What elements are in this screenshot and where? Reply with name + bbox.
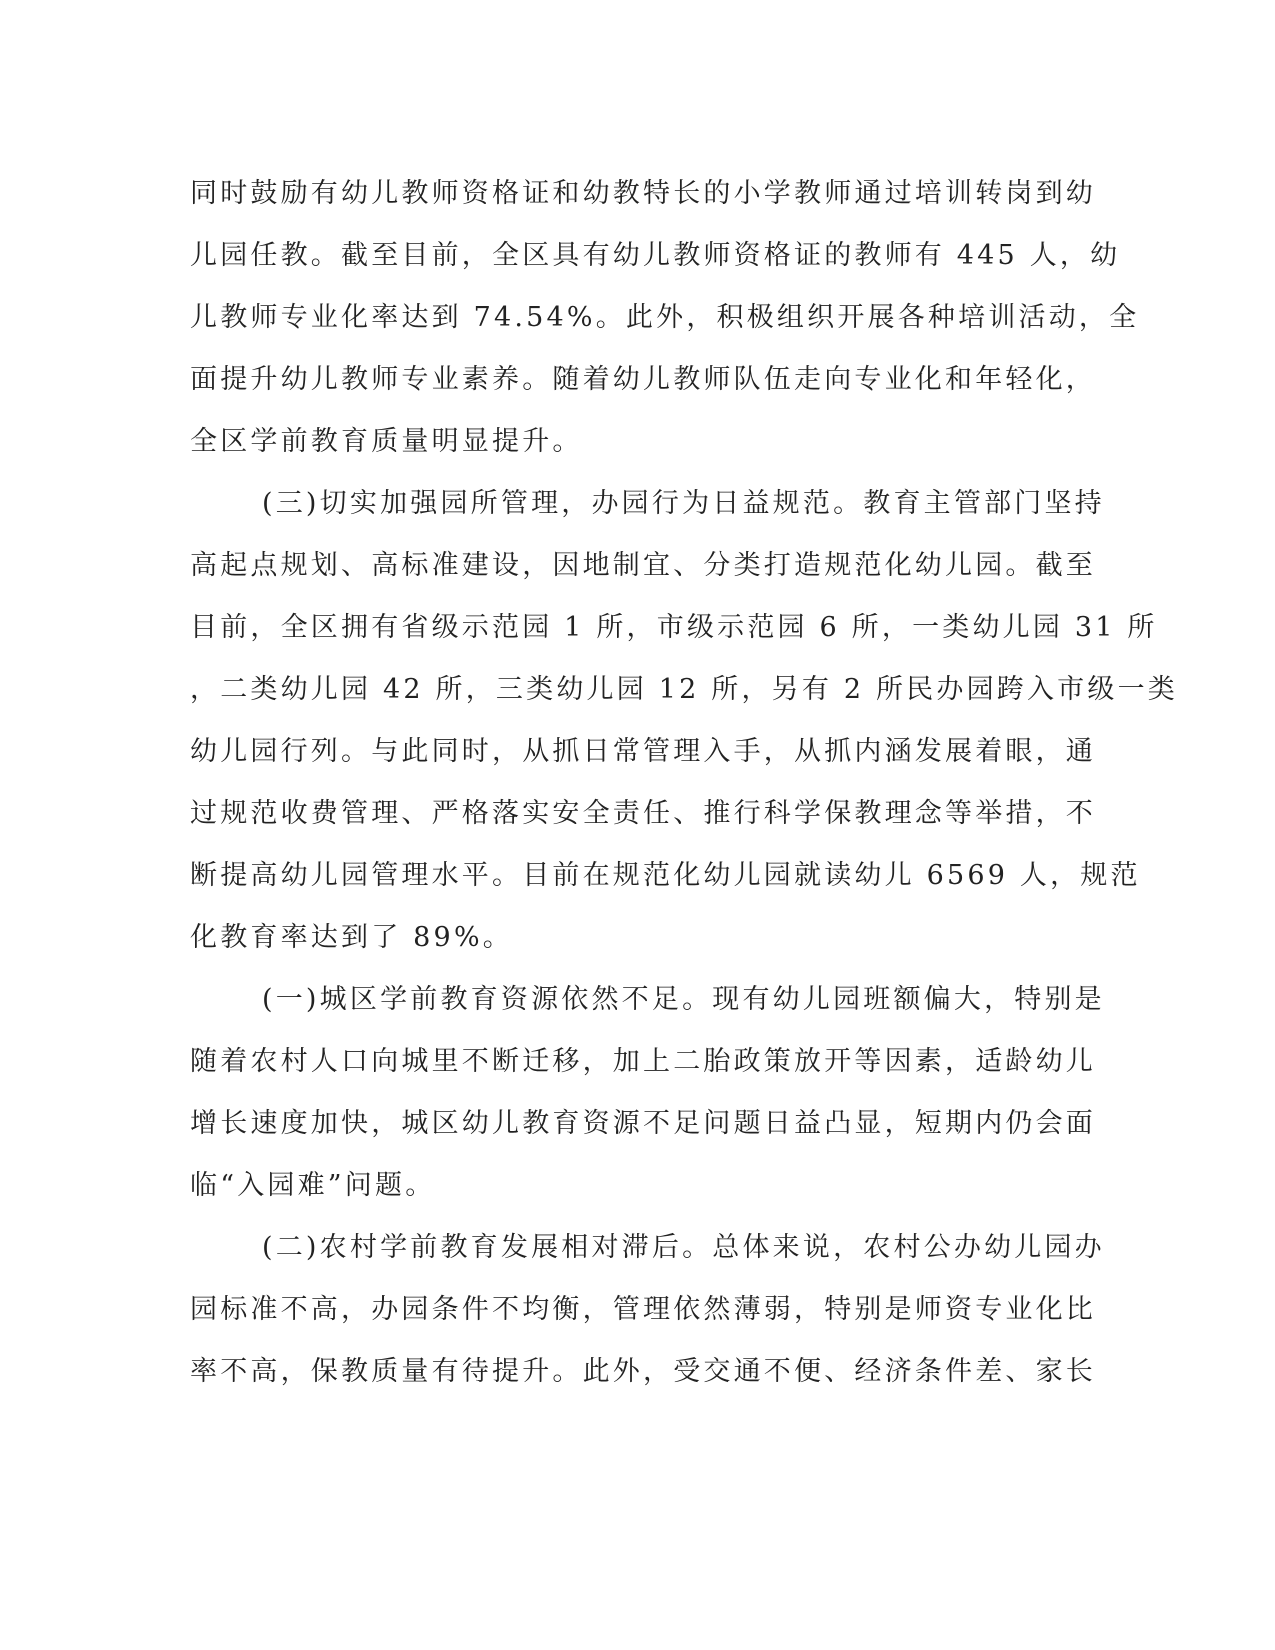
- text-line: 目前，全区拥有省级示范园 1 所，市级示范园 6 所，一类幼儿园 31 所: [190, 612, 1158, 643]
- text-line: 断提高幼儿园管理水平。目前在规范化幼儿园就读幼儿 6569 人，规范: [190, 860, 1141, 891]
- paragraph-urban-resources: [190, 969, 1105, 1217]
- text-line: 同时鼓励有幼儿教师资格证和幼教特长的小学教师通过培训转岗到幼: [190, 178, 1096, 209]
- text-line: 化教育率达到了 89%。: [190, 922, 513, 953]
- text-line: 儿教师专业化率达到 74.54%。此外，积极组织开展各种培训活动，全: [190, 302, 1140, 333]
- text-line: 增长速度加快，城区幼儿教育资源不足问题日益凸显，短期内仍会面: [190, 1108, 1096, 1139]
- text-line: 随着农村人口向城里不断迁移，加上二胎政策放开等因素，适龄幼儿: [190, 1046, 1096, 1077]
- text-line: 高起点规划、高标准建设，因地制宜、分类打造规范化幼儿园。截至: [190, 550, 1096, 581]
- text-line: (二)农村学前教育发展相对滞后。总体来说，农村公办幼儿园办: [262, 1232, 1105, 1263]
- text-line: 过规范收费管理、严格落实安全责任、推行科学保教理念等举措，不: [190, 798, 1096, 829]
- text-line: ，二类幼儿园 42 所，三类幼儿园 12 所，另有 2 所民办园跨入市级一类: [190, 674, 1178, 705]
- text-line: 全区学前教育质量明显提升。: [190, 426, 583, 457]
- text-line: (三)切实加强园所管理，办园行为日益规范。教育主管部门坚持: [262, 488, 1105, 519]
- text-line: 儿园任教。截至目前，全区具有幼儿教师资格证的教师有 445 人，幼: [190, 240, 1121, 271]
- text-line: 临“入园难”问题。: [190, 1170, 436, 1201]
- text-line: 园标准不高，办园条件不均衡，管理依然薄弱，特别是师资专业化比: [190, 1294, 1096, 1325]
- paragraph-teacher-qualification: [190, 163, 1140, 473]
- document-body: [190, 163, 1178, 1403]
- text-line: (一)城区学前教育资源依然不足。现有幼儿园班额偏大，特别是: [262, 984, 1105, 1015]
- paragraph-rural-development: [190, 1217, 1105, 1403]
- paragraph-kindergarten-management: [190, 473, 1178, 969]
- text-line: 率不高，保教质量有待提升。此外，受交通不便、经济条件差、家长: [190, 1356, 1096, 1387]
- text-line: 面提升幼儿教师专业素养。随着幼儿教师队伍走向专业化和年轻化，: [190, 364, 1096, 395]
- text-line: 幼儿园行列。与此同时，从抓日常管理入手，从抓内涵发展着眼，通: [190, 736, 1096, 767]
